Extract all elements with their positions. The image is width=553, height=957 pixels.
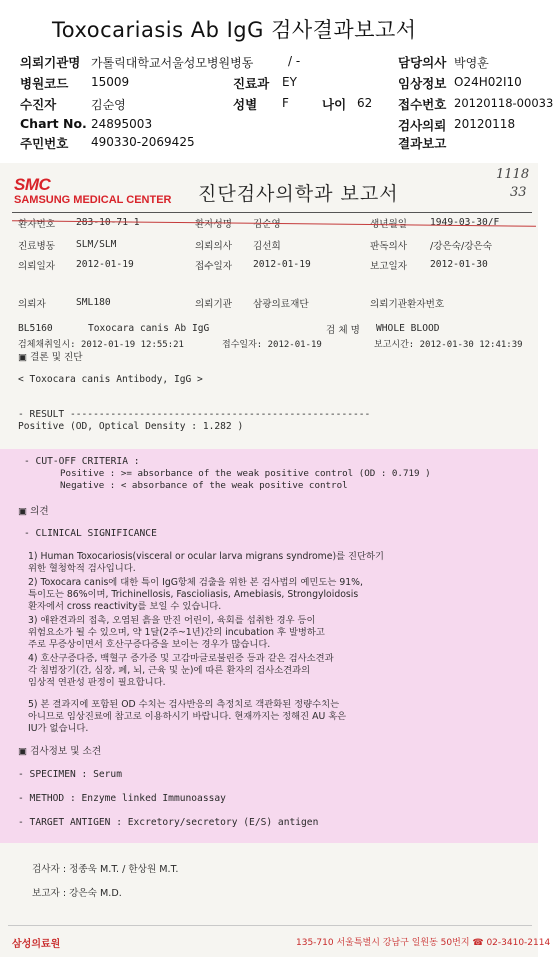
clinical-item-line: 위한 혈청학적 검사입니다. [28,563,136,574]
clinical-item-line: 임상적 연관성 판정이 필요합니다. [28,677,166,688]
antibody-label: < Toxocara canis Antibody, IgG > [18,374,203,385]
value: SLM/SLM [76,239,117,250]
clinical-item-line: 환자에서 cross reactivity를 보일 수 있습니다. [28,601,222,612]
label: 검사의뢰 [398,118,447,133]
method-line: - METHOD : Enzyme linked Immunoassay [18,793,226,804]
value: 490330-2069425 [91,135,195,149]
value: 1949-03-30/F [430,217,500,228]
label: 의뢰기관환자번호 [370,299,445,310]
logo-mark: SMC [14,175,51,194]
label: 병원코드 [20,76,69,91]
clinical-item-line: 각 침범장기(간, 심장, 폐, 뇌, 근육 및 눈)에 따른 환자의 검사소견과의 [28,665,311,676]
value: O24H02I10 [454,75,522,89]
section-heading: ▣ 결론 및 진단 [18,352,83,363]
label: 결과보고 [398,136,447,151]
label: 수진자 [20,97,57,112]
label: 진료과 [233,76,270,91]
label: 보고일자 [370,261,408,272]
receive-date: 접수일자: 2012-01-19 [222,340,322,350]
clinical-item-line: 주로 무증상이면서 호산구증다증을 보이는 경우가 많습니다. [28,639,271,650]
clinical-item-line: 3) 애완견과의 접촉, 오염된 흙을 만진 어린이, 육회를 섭취한 경우 등이 [28,615,316,626]
cutoff-positive: Positive : >= absorbance of the weak positive control (OD : 0.719 ) [60,468,431,479]
footer-logo-text: 삼성의료원 [12,939,61,950]
label: 의뢰자 [18,299,46,310]
handwritten-note: 33 [510,185,527,200]
section-heading: ▣ 의견 [18,506,49,517]
report-time: 보고시간: 2012-01-30 12:41:39 [374,340,523,350]
value: 삼광의료재단 [253,299,309,310]
value: 김순영 [91,98,126,112]
reporter-line: 보고자 : 강은숙 M.D. [32,888,122,899]
clinical-item-line: 특이도는 86%이며, Trichinellosis, Fascioliasis, Amebiasis, Strongyloidosis [28,589,359,600]
label: 접수번호 [398,97,447,112]
label: 담당의사 [398,55,447,70]
cutoff-negative: Negative : < absorbance of the weak positive control [60,480,348,491]
value: F [282,96,289,110]
clinical-item-line: 2) Toxocara canis에 대한 특이 IgG항체 검출을 위한 본 검사법의 예민도는 91%, [28,577,363,588]
value: 283-10-71-1 [76,217,140,228]
clinical-item-line: IU가 없습니다. [28,723,89,734]
label: 주민번호 [20,136,69,151]
divider [8,925,532,926]
test-code: BL5160 [18,323,53,334]
footer-address: 135-710 서울특별시 강남구 일원동 50번지 ☎ 02-3410-2114 [296,938,551,948]
clinical-heading: - CLINICAL SIGNIFICANCE [24,528,157,539]
value: EY [282,75,297,89]
examiner-line: 검사자 : 정종욱 M.T. / 한상원 M.T. [32,864,179,875]
value: 2012-01-19 [253,259,311,270]
clinical-item-line: 아니므로 임상진료에 참고로 이용하시기 바랍니다. 현재까지는 정해진 AU 혹은 [28,711,347,722]
value: 15009 [91,75,130,89]
label: 진료병동 [18,241,56,252]
label: 환자번호 [18,219,56,230]
target-antigen-line: - TARGET ANTIGEN : Excretory/secretory (E/S) antigen [18,817,319,828]
clinical-item-line: 1) Human Toxocariosis(visceral or ocular larva migrans syndrome)를 진단하기 [28,551,384,562]
value: 2012-01-19 [76,259,134,270]
value: 2012-01-30 [430,259,488,270]
report-title: 진단검사의학과 보고서 [198,183,399,205]
result-value: Positive (OD, Optical Density : 1.282 ) [18,421,244,432]
clinical-item-line: 4) 호산구증다증, 백혈구 증가증 및 고감마글로불린증 등과 같은 검사소견과 [28,653,334,664]
value: 24895003 [91,117,153,131]
result-line: - RESULT ---------------------------------------------------- [18,409,371,420]
document-title: Toxocariasis Ab IgG 검사결과보고서 [52,18,417,42]
value: 20120118 [454,117,516,131]
value: 20120118-00033 [454,96,553,110]
section-heading: ▣ 검사정보 및 소견 [18,746,102,757]
report-footer [0,921,551,957]
label: 환자성명 [195,219,233,230]
test-name: Toxocara canis Ab IgG [88,323,210,334]
logo-name: SAMSUNG MEDICAL CENTER [14,194,172,206]
handwritten-note: 1118 [496,167,530,182]
value: 가톨릭대학교서울성모병원병동 [91,56,254,70]
specimen-line: - SPECIMEN : Serum [18,769,122,780]
cutoff-title: - CUT-OFF CRITERIA : [24,456,140,467]
value: 박영훈 [454,56,489,70]
value: 김선희 [253,241,281,252]
value: 62 [357,96,373,110]
label: 의뢰일자 [18,261,56,272]
collection-time: 검체채취일시: 2012-01-19 12:55:21 [18,340,184,350]
value: / - [288,54,301,68]
value: /강은숙/강은숙 [430,241,493,252]
specimen-label: 검 체 명 [326,325,360,336]
label: 의뢰의사 [195,241,233,252]
value: 김순영 [253,219,281,230]
label: 접수일자 [195,261,233,272]
label: Chart No. [20,116,87,131]
label: 의뢰기관 [195,299,233,310]
value: SML180 [76,297,111,308]
specimen-value: WHOLE BLOOD [376,323,440,334]
clinical-item-line: 5) 본 결과지에 포함된 OD 수치는 검사반응의 측정치로 객관화된 정량수치는 [28,699,340,710]
clinical-item-line: 위험요소가 될 수 있으며, 약 1달(2주~1년)간의 incubation 후 발병하고 [28,627,325,638]
label: 성별 [233,97,258,112]
result-report-header [0,0,553,163]
scanned-lab-report [0,163,551,957]
label: 판독의사 [370,241,408,252]
label: 나이 [322,97,347,112]
label: 임상정보 [398,76,447,91]
hospital-logo [14,175,171,206]
label: 의뢰기관명 [20,55,81,70]
divider [12,212,532,213]
label: 생년월일 [370,219,408,230]
